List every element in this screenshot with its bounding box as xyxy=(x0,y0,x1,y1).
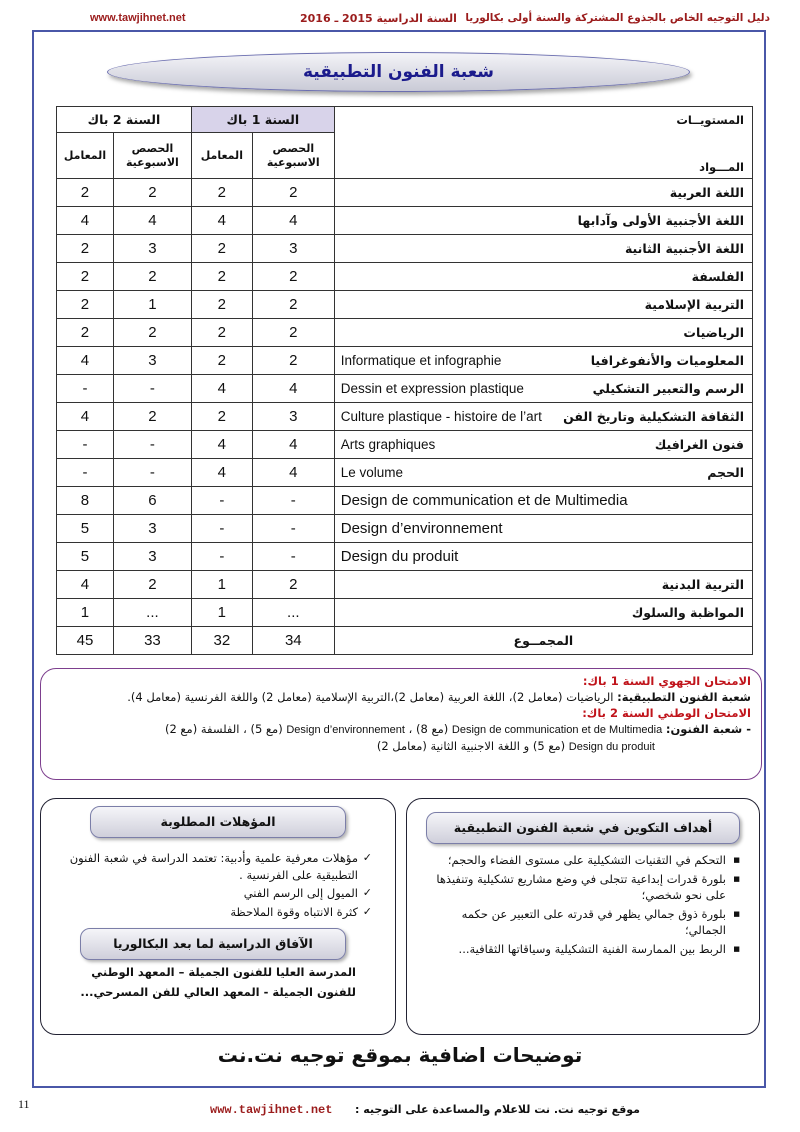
levels-label: المستويــات xyxy=(676,113,744,127)
y2-coef-cell: 5 xyxy=(57,543,114,571)
y2-hours-cell: 2 xyxy=(113,319,191,347)
y2-hours-cell: 4 xyxy=(113,207,191,235)
table-row xyxy=(57,207,753,235)
page-title: شعبة الفنون التطبيقية xyxy=(107,52,690,92)
y1-coef-cell: 1 xyxy=(191,599,252,627)
y2-hours-cell: ... xyxy=(113,599,191,627)
subject-name-ar: اللغة الأجنبية الأولى وآدابها xyxy=(577,213,744,228)
qualification-item: ✓ مؤهلات معرفية علمية وأدبية: تعتمد الدراسة في شعبة الفنون التطبيقية على الفرنسية . xyxy=(58,850,372,883)
subject-name-ar: المعلوميات والأنفوغرافيا xyxy=(590,353,744,368)
regional-subjects: الرياضيات (معامل 2)، اللغة العربية (معامل 2)،التربية الإسلامية (معامل 2) واللغة الفرنسية (معامل 4). xyxy=(127,690,618,704)
subject-cell xyxy=(334,459,752,487)
y2-hours-cell: 2 xyxy=(113,263,191,291)
y1-hours-cell: 2 xyxy=(252,347,334,375)
y2-coef-cell: 4 xyxy=(57,571,114,599)
y2-coef-cell: 4 xyxy=(57,347,114,375)
horizons-title: الآفاق الدراسية لما بعد البكالوريا xyxy=(80,928,346,960)
subject-cell xyxy=(334,431,752,459)
total-y2-coef: 45 xyxy=(57,627,114,655)
y1-hours-cell: 2 xyxy=(252,571,334,599)
subject-cell xyxy=(334,375,752,403)
y1-hours-cell: 3 xyxy=(252,403,334,431)
subject-cell xyxy=(334,235,752,263)
design-subject-cell: Design de communication et de Multimedia xyxy=(334,487,752,515)
y1-hours-cell: 4 xyxy=(252,207,334,235)
subject-name-ar: فنون الغرافيك xyxy=(654,437,744,452)
y2-hours-cell: 2 xyxy=(113,571,191,599)
national-coef-1: (مع 8) ، xyxy=(404,722,452,736)
subject-cell xyxy=(334,403,752,431)
subject-name-ar: التربية الإسلامية xyxy=(644,297,744,312)
header-guide-title: دليل التوجيه الخاص بالجذوع المشتركة والسنة أولى بكالوريا xyxy=(465,12,770,24)
national-branch: - شعبة الفنون: xyxy=(665,722,751,736)
y1-coef-cell: 2 xyxy=(191,235,252,263)
y2-coef-cell: - xyxy=(57,459,114,487)
y1-coef-cell: - xyxy=(191,487,252,515)
subject-cell xyxy=(334,263,752,291)
y1-coef-cell: 2 xyxy=(191,291,252,319)
y1-coef-cell: 2 xyxy=(191,263,252,291)
subjects-table xyxy=(56,106,753,655)
y1-hours-header: الحصص الاسبوعية xyxy=(252,133,334,179)
table-row xyxy=(57,403,753,431)
table-row xyxy=(57,235,753,263)
national-subject-3: Design du produit xyxy=(568,741,655,753)
subject-name-ar: اللغة الأجنبية الثانية xyxy=(624,241,744,256)
qualification-item: ✓ كثرة الانتباه وقوة الملاحظة xyxy=(58,904,372,921)
subject-cell: المواظبة والسلوك xyxy=(334,599,752,627)
subject-name-ar: الثقافة التشكيلية وتاريخ الفن xyxy=(563,409,744,424)
y1-coef-cell: 4 xyxy=(191,459,252,487)
y1-hours-cell: 2 xyxy=(252,179,334,207)
y2-hours-cell: - xyxy=(113,431,191,459)
y1-hours-cell: - xyxy=(252,515,334,543)
subject-cell xyxy=(334,207,752,235)
regional-exam-title: الامتحان الجهوي السنة 1 باك: xyxy=(582,674,751,688)
subject-name-fr: Le volume xyxy=(340,465,404,480)
national-exam-title: الامتحان الوطني السنة 2 باك: xyxy=(582,706,751,720)
page-number: 11 xyxy=(18,1097,30,1111)
goal-item: ■ التحكم في التقنيات التشكيلية على مستوى الفضاء والحجم؛ xyxy=(420,852,740,869)
exam-box xyxy=(40,668,762,780)
table-row xyxy=(57,347,753,375)
subject-name-ar: الحجم xyxy=(707,465,744,480)
y2-coef-cell: - xyxy=(57,375,114,403)
qualification-item: ✓ الميول إلى الرسم الفني xyxy=(58,885,372,902)
subject-cell xyxy=(334,319,752,347)
table-row xyxy=(57,263,753,291)
subject-name-fr: Dessin et expression plastique xyxy=(340,381,524,396)
national-subject-2: Design d’environnement xyxy=(286,724,405,736)
subject-name-fr: Arts graphiques xyxy=(340,437,436,452)
y1-hours-cell: - xyxy=(252,543,334,571)
y2-coef-cell: 2 xyxy=(57,179,114,207)
footer xyxy=(210,1103,640,1121)
table-row xyxy=(57,291,753,319)
subjects-label: المـــواد xyxy=(699,160,744,174)
qualifications-title: المؤهلات المطلوبة xyxy=(90,806,346,838)
table-row xyxy=(57,571,753,599)
subject-name-fr: Informatique et infographie xyxy=(340,353,502,368)
levels-subjects-header xyxy=(334,107,752,179)
y2-coef-cell: 1 xyxy=(57,599,114,627)
regional-branch: شعبة الفنون التطبيقية: xyxy=(617,690,751,704)
header-url[interactable]: www.tawjihnet.net xyxy=(90,12,186,24)
qualifications-list xyxy=(58,850,372,922)
y2-hours-cell: 3 xyxy=(113,543,191,571)
y1-hours-cell: 4 xyxy=(252,431,334,459)
national-coef-3: (مع 5) و اللغة الاجنبية الثانية (معامل 2) xyxy=(376,739,569,753)
y1-coef-cell: 2 xyxy=(191,179,252,207)
total-y1-hours: 34 xyxy=(252,627,334,655)
table-row xyxy=(57,179,753,207)
y1-hours-cell: 2 xyxy=(252,319,334,347)
subject-cell: التربية البدنية xyxy=(334,571,752,599)
national-subject-1: Design de communication et de Multimedia xyxy=(451,724,663,736)
table-row xyxy=(57,599,753,627)
table-row xyxy=(57,515,753,543)
header-year: السنة الدراسية 2015 ـ 2016 xyxy=(300,12,457,25)
goal-item: ■ الربط بين الممارسة الفنية التشكيلية وسياقاتها الثقافية... xyxy=(420,941,740,958)
table-row xyxy=(57,431,753,459)
subject-cell xyxy=(334,179,752,207)
y2-coef-cell: 2 xyxy=(57,263,114,291)
y1-hours-cell: 4 xyxy=(252,375,334,403)
table-row xyxy=(57,487,753,515)
year2-header: السنة 2 باك xyxy=(57,107,192,133)
y2-coef-cell: 2 xyxy=(57,319,114,347)
y1-coef-cell: - xyxy=(191,515,252,543)
y1-hours-cell: 4 xyxy=(252,459,334,487)
goal-item: ■ بلورة قدرات إبداعية تتجلى في وضع مشاريع تشكيلية وتنفيذها على نحو شخصي؛ xyxy=(420,871,740,904)
subject-cell xyxy=(334,347,752,375)
y2-coef-cell: 4 xyxy=(57,403,114,431)
y1-coef-cell: 2 xyxy=(191,347,252,375)
y2-coef-cell: 4 xyxy=(57,207,114,235)
design-subject-cell: Design du produit xyxy=(334,543,752,571)
y2-hours-cell: 3 xyxy=(113,235,191,263)
y2-coef-cell: 5 xyxy=(57,515,114,543)
y1-coef-cell: 4 xyxy=(191,431,252,459)
y1-hours-cell: - xyxy=(252,487,334,515)
goal-item: ■ بلورة ذوق جمالي يظهر في قدرته على التعبير عن حكمه الجمالي؛ xyxy=(420,906,740,939)
y2-coef-cell: 8 xyxy=(57,487,114,515)
y2-hours-cell: 2 xyxy=(113,403,191,431)
design-subject-cell: Design d’environnement xyxy=(334,515,752,543)
y2-hours-cell: 3 xyxy=(113,515,191,543)
y2-coef-cell: 2 xyxy=(57,235,114,263)
subject-name-fr: Culture plastique - histoire de l’art xyxy=(340,409,542,424)
total-y2-hours: 33 xyxy=(113,627,191,655)
y2-hours-cell: - xyxy=(113,459,191,487)
subject-name-ar: الرياضيات xyxy=(683,325,744,340)
national-coef-2: (مع 5) ، الفلسفة (مع 2) xyxy=(164,722,287,736)
year1-header: السنة 1 باك xyxy=(191,107,334,133)
y1-hours-cell: 3 xyxy=(252,235,334,263)
table-row xyxy=(57,459,753,487)
total-y1-coef: 32 xyxy=(191,627,252,655)
y1-hours-cell: 2 xyxy=(252,291,334,319)
y1-hours-cell: 2 xyxy=(252,263,334,291)
subject-name-ar: اللغة العربية xyxy=(669,185,744,200)
total-label: المجمــوع xyxy=(334,627,752,655)
y2-hours-cell: 2 xyxy=(113,179,191,207)
y2-hours-header: الحصص الاسبوعية xyxy=(113,133,191,179)
subject-name-ar: الفلسفة xyxy=(691,269,744,284)
total-row xyxy=(57,627,753,655)
subject-name-ar: الرسم والتعبير التشكيلي xyxy=(592,381,744,396)
y1-coef-header: المعامل xyxy=(191,133,252,179)
y2-coef-header: المعامل xyxy=(57,133,114,179)
y2-hours-cell: 1 xyxy=(113,291,191,319)
goals-title: أهداف التكوين في شعبة الفنون التطبيقية xyxy=(426,812,740,844)
more-info-banner: توضيحات اضافية بموقع توجيه نت.نت xyxy=(217,1043,583,1067)
table-row xyxy=(57,543,753,571)
y1-coef-cell: 4 xyxy=(191,375,252,403)
horizons-text: المدرسة العليا للفنون الجميلة – المعهد الوطني للفنون الجميلة - المعهد العالي للفن المسرحي... xyxy=(80,965,356,999)
y1-coef-cell: 2 xyxy=(191,403,252,431)
subject-cell xyxy=(334,291,752,319)
table-row xyxy=(57,375,753,403)
y2-hours-cell: 6 xyxy=(113,487,191,515)
table-row xyxy=(57,319,753,347)
footer-url[interactable]: www.tawjihnet.net xyxy=(210,1103,333,1117)
y2-hours-cell: 3 xyxy=(113,347,191,375)
y1-hours-cell: ... xyxy=(252,599,334,627)
y1-coef-cell: 1 xyxy=(191,571,252,599)
goals-list xyxy=(420,852,740,959)
y1-coef-cell: 2 xyxy=(191,319,252,347)
top-header xyxy=(90,12,770,30)
y2-hours-cell: - xyxy=(113,375,191,403)
y1-coef-cell: - xyxy=(191,543,252,571)
y2-coef-cell: 2 xyxy=(57,291,114,319)
footer-site-text: موقع توجيه نت. نت للاعلام والمساعدة على التوجيه : xyxy=(354,1103,640,1116)
y1-coef-cell: 4 xyxy=(191,207,252,235)
y2-coef-cell: - xyxy=(57,431,114,459)
